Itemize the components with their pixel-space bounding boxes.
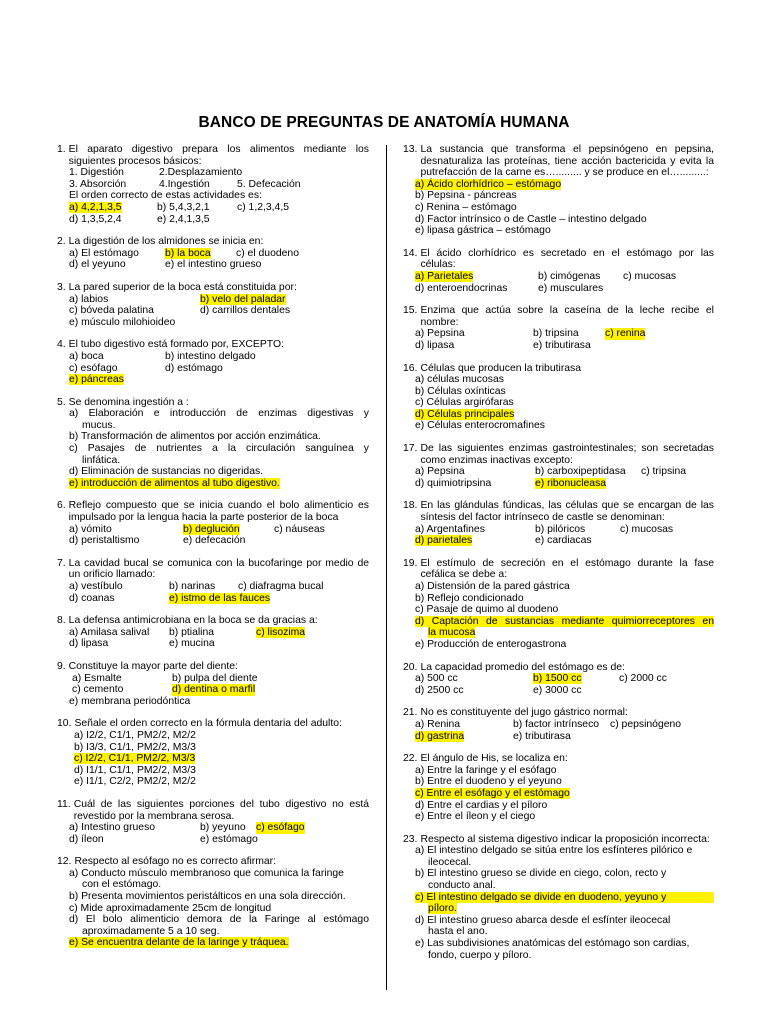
question-number: 4. (57, 339, 66, 351)
option-d: d) I1/1, C1/1, PM2/2, M3/3 (74, 764, 196, 776)
option-d: d) carrillos dentales (200, 305, 291, 317)
option-b: b) tripsina (533, 328, 579, 340)
question-number: 14. (403, 247, 418, 259)
question-text: El ácido clorhídrico es secretado en el estómago por las células: (420, 247, 714, 271)
question-number: 6. (57, 500, 66, 512)
option-c: c) mucosas (623, 270, 677, 282)
option-a: a) 500 cc (415, 673, 458, 685)
option-e: e) membrana periodóntica (69, 695, 191, 707)
option-e: e) tributirasa (513, 730, 571, 742)
option-e: e) mucina (169, 638, 215, 650)
option-d: d) peristaltismo (69, 535, 140, 547)
question-text: Reflejo compuesto que se inicia cuando el bolo alimenticio es impulsado por la lengua hacia la parte posterior de la boca (68, 500, 369, 524)
option-d-cont: aproximadamente 5 a 10 seg. (82, 925, 220, 937)
option-a: a) vestíbulo (69, 581, 123, 592)
question-number: 10. (57, 718, 72, 730)
question-text: Cuál de las siguientes porciones del tubo digestivo no está revestido por la membrana serosa. (73, 798, 369, 822)
question-number: 17. (403, 443, 418, 455)
question-18 (403, 500, 714, 546)
question-number: 18. (403, 500, 418, 512)
option-b: b) carboxipeptidasa (535, 466, 626, 478)
option-d: d) El intestino grueso abarca desde el esfínter ileocecal (415, 914, 671, 926)
question-number: 9. (57, 660, 66, 672)
question-6 (57, 500, 369, 546)
question-9 (57, 661, 369, 707)
option-a: a) Pepsina (415, 328, 465, 340)
option-b: b) Reflejo condicionado (415, 592, 524, 604)
option-d: d) 2500 cc (415, 684, 464, 696)
question-text: El aparato digestivo prepara los alimentos mediante los siguientes procesos básicos: (68, 144, 369, 167)
option-c-answer: c) renina (605, 328, 646, 340)
option-a: a) Distensión de la pared gástrica (415, 581, 570, 592)
option-a: a) vómito (69, 523, 112, 535)
question-text: Respecto al sistema digestivo indicar la proposición incorrecta: (420, 833, 710, 845)
question-text: En las glándulas fúndicas, las células que se encargan de las síntesis del factor intrínseco de castle se denominan: (420, 500, 714, 524)
question-13 (403, 144, 714, 237)
option-d: d) íleon (69, 833, 104, 845)
question-number: 23. (403, 833, 418, 845)
option-b: b) narinas (169, 581, 216, 592)
option-e: e) 2,4,1,3,5 (157, 213, 210, 225)
option-c: c) bóveda palatina (69, 305, 154, 317)
option-e: e) Entre el íleon y el ciego (415, 811, 536, 823)
option-d-answer-cont: la mucosa (428, 627, 476, 639)
question-3 (57, 282, 369, 328)
option-e: e) musculares (538, 282, 604, 294)
option-c-answer: c) Entre el esófago y el estómago (415, 787, 570, 799)
option-c: c) esófago (69, 362, 118, 374)
option-c: c) tripsina (641, 466, 687, 478)
option-c: c) diafragma bucal (238, 581, 324, 592)
question-number: 5. (57, 396, 66, 408)
option-a: a) El estómago (69, 247, 139, 259)
option-b: b) pilóricos (535, 523, 586, 535)
option-e: e) tributirasa (533, 339, 591, 351)
question-text: El tubo digestivo está formado por, EXCEPTO: (68, 339, 284, 351)
option-b: b) ptialina (169, 626, 215, 638)
question-text: Células que producen la tributirasa (420, 362, 582, 374)
option-e: e) Producción de enterogastrona (415, 638, 567, 650)
option-e: e) músculo milohioideo (69, 316, 176, 328)
option-b-answer: b) 1500 cc (533, 673, 582, 685)
question-text: La defensa antimicrobiana en la boca se da gracias a: (68, 615, 318, 627)
question-14 (403, 248, 714, 294)
option-c-answer-cont: píloro. (428, 903, 457, 915)
option-c: c) mucosas (620, 523, 674, 535)
option-e-answer: e) istmo de las fauces (169, 592, 271, 604)
question-16 (403, 363, 714, 433)
question-19 (403, 558, 714, 651)
option-e-answer: e) Se encuentra delante de la laringe y tráquea. (69, 937, 289, 949)
option-d-answer: d) dentina o marfil (172, 684, 256, 696)
question-number: 13. (403, 144, 418, 155)
option-a-answer: a) Ácido clorhídrico – estómago (415, 178, 562, 190)
list-item: 2.Desplazamiento (159, 167, 243, 179)
question-text: Constituye la mayor parte del diente: (68, 660, 238, 672)
option-e: e) 3000 cc (533, 684, 582, 696)
option-d: d) estómago (165, 362, 223, 374)
option-b: b) 5,4,3,2,1 (157, 201, 210, 213)
option-a: a) Amilasa salival (69, 626, 150, 638)
option-e: e) estómago (200, 833, 258, 845)
option-a: a) Esmalte (72, 672, 122, 684)
option-c: c) 2000 cc (619, 673, 667, 685)
question-number: 19. (403, 557, 418, 569)
option-c-cont: linfática. (82, 454, 121, 466)
option-a: a) Pepsina (415, 466, 465, 478)
option-c-answer: c) I2/2, C1/1, PM2/2, M3/3 (74, 753, 196, 765)
option-e-answer: e) ribonucleasa (535, 477, 607, 489)
question-text: La pared superior de la boca está constituida por: (68, 281, 297, 293)
question-number: 7. (57, 557, 66, 569)
option-b-answer: b) la boca (165, 247, 211, 259)
question-7 (57, 558, 369, 604)
option-b: b) Pepsina - páncreas (415, 190, 517, 202)
question-subtext: El orden correcto de estas actividades es: (69, 190, 262, 202)
option-b-cont: conducto anal. (428, 880, 496, 892)
option-c: c) Pasaje de quimo al duodeno (415, 604, 559, 616)
question-number: 21. (403, 707, 418, 719)
option-d: d) lipasa (415, 339, 455, 351)
question-text: De las siguientes enzimas gastrointestinales; son secretadas como enzimas inactivas excepto: (420, 443, 714, 466)
option-a: a) Conducto músculo membranoso que comunica la faringe (69, 867, 344, 879)
question-text: La cavidad bucal se comunica con la bucofaringe por medio de un orificio llamado: (68, 557, 369, 581)
question-text: El estímulo de secreción en el estómago durante la fase cefálica se debe a: (420, 557, 714, 581)
option-d: d) El bolo alimenticio demora de la Faringe al estómago (69, 914, 369, 926)
question-15 (403, 305, 714, 351)
question-number: 1. (57, 144, 66, 155)
question-2 (57, 236, 369, 271)
question-8 (57, 615, 369, 650)
option-d-answer: d) parietales (415, 535, 473, 547)
option-c-answer: c) lisozima (256, 626, 306, 638)
question-23 (403, 834, 714, 962)
option-a: a) células mucosas (415, 374, 504, 386)
question-number: 11. (57, 798, 71, 810)
option-c-answer: c) esófago (256, 822, 305, 834)
option-d-cont: hasta el ano. (428, 926, 488, 938)
option-a-cont: con el estómago. (82, 879, 162, 891)
question-number: 22. (403, 753, 418, 765)
question-12 (57, 856, 369, 949)
question-text: Se denomina ingestión a : (68, 396, 189, 408)
question-17 (403, 443, 714, 489)
question-10 (57, 718, 369, 788)
question-11 (57, 799, 369, 845)
option-c: c) Células argirófaras (415, 397, 514, 409)
question-1 (57, 144, 369, 225)
question-21 (403, 707, 714, 742)
option-d: d) 1,3,5,2,4 (69, 213, 122, 225)
option-a: a) Renina (415, 718, 461, 730)
option-d: d) Entre el cardias y el píloro (415, 799, 548, 811)
list-item: 4.Ingestión (159, 178, 210, 190)
question-4 (57, 339, 369, 385)
option-c: c) náuseas (274, 523, 325, 535)
question-number: 3. (57, 281, 66, 293)
option-a: a) Entre la faringe y el esófago (415, 764, 557, 776)
option-b-answer: b) velo del paladar (200, 293, 286, 305)
list-item: 3. Absorción (69, 178, 127, 190)
option-d: d) enteroendocrinas (415, 282, 508, 294)
option-e: e) Las subdivisiones anatómicas del estómago son cardias, (415, 938, 690, 950)
left-column (57, 144, 369, 960)
column-divider (386, 145, 387, 990)
question-number: 2. (57, 236, 66, 248)
question-text: La sustancia que transforma el pepsinógeno en pepsina, desnaturaliza las proteínas, tiene acción bactericida y evita la putrefacción de la carne es…......... y se produce en el….........: (420, 144, 714, 179)
option-a: a) boca (69, 350, 104, 362)
question-number: 8. (57, 615, 66, 627)
option-b: b) I3/3, C1/1, PM2/2, M3/3 (74, 741, 196, 753)
option-a-answer: a) 4,2,1,3,5 (69, 201, 122, 213)
option-b: b) yeyuno (200, 822, 246, 834)
option-d-answer: d) Células principales (415, 408, 515, 420)
option-e: e) I1/1, C2/2, PM2/2, M2/2 (74, 776, 196, 788)
question-text: Enzima que actúa sobre la caseína de la leche recibe el nombre: (420, 305, 714, 328)
question-text: El ángulo de His, se localiza en: (420, 753, 568, 765)
option-c-answer: c) El intestino delgado se divide en duodeno, yeyuno y (415, 892, 714, 904)
question-text: Respecto al esófago no es correcto afirmar: (74, 856, 277, 868)
question-text: La digestión de los almidones se inicia en: (68, 236, 264, 248)
option-b: b) pulpa del diente (172, 672, 258, 684)
question-20 (403, 662, 714, 697)
option-a-cont: ileocecal. (428, 856, 472, 868)
option-e: e) defecación (183, 535, 246, 547)
option-d: d) Factor intrínsico o de Castle – intestino delgado (415, 213, 647, 225)
option-b: b) El intestino grueso se divide en ciego, colon, recto y (415, 868, 667, 880)
option-c: c) el duodeno (236, 247, 299, 259)
option-c: c) 1,2,3,4,5 (237, 201, 289, 213)
page-title: BANCO DE PREGUNTAS DE ANATOMÍA HUMANA (198, 114, 570, 131)
option-e: e) cardiacas (535, 535, 592, 547)
question-text: No es constituyente del jugo gástrico normal: (420, 707, 628, 719)
option-e: e) Células enterocromafines (415, 420, 545, 432)
list-item: 5. Defecación (237, 178, 301, 190)
option-d: d) coanas (69, 592, 115, 604)
option-c: c) Mide aproximadamente 25cm de longitud (69, 902, 272, 914)
option-b: b) factor intrínseco (513, 718, 600, 730)
question-5 (57, 397, 369, 490)
question-22 (403, 753, 714, 823)
option-c: c) pepsinógeno (610, 718, 682, 730)
option-d-answer: d) gastrina (415, 730, 465, 742)
option-e-answer: e) introducción de alimentos al tubo digestivo. (69, 477, 280, 489)
option-d-answer: d) Captación de sustancias mediante quimiorreceptores en (415, 615, 714, 627)
option-e-answer: e) páncreas (69, 374, 124, 386)
option-c: c) Pasajes de nutrientes a la circulación sanguínea y (69, 443, 369, 455)
option-d: d) quimiotripsina (415, 477, 492, 489)
option-e: e) lipasa gástrica – estómago (415, 225, 551, 237)
option-a: a) Elaboración e introducción de enzimas digestivas y (69, 408, 369, 420)
option-b: b) intestino delgado (165, 350, 256, 362)
question-text: La capacidad promedio del estómago es de: (420, 661, 625, 673)
question-number: 20. (403, 661, 418, 673)
option-a: a) Argentafines (415, 523, 485, 535)
option-d: d) el yeyuno (69, 259, 126, 271)
option-e-cont: fondo, cuerpo y píloro. (428, 949, 532, 961)
option-b: b) Células oxínticas (415, 385, 506, 397)
list-item: 1. Digestión (69, 167, 124, 179)
question-number: 12. (57, 856, 72, 868)
question-text: Señale el orden correcto en la fórmula dentaria del adulto: (74, 718, 342, 730)
option-a: a) El intestino delgado se sitúa entre los esfínteres pilórico e (415, 845, 693, 857)
option-a: a) I2/2, C1/1, PM2/2, M2/2 (74, 729, 196, 741)
option-a-answer: a) Parietales (415, 270, 474, 282)
option-c: c) cemento (72, 684, 124, 696)
question-number: 16. (403, 362, 418, 374)
option-b: b) Entre el duodeno y el yeyuno (415, 776, 562, 788)
option-a: a) Intestino grueso (69, 822, 156, 834)
option-a: a) labios (69, 293, 109, 305)
option-b: b) cimógenas (538, 270, 601, 282)
option-b: b) Presenta movimientos peristálticos en una sola dirección. (69, 891, 346, 903)
right-column (403, 144, 714, 972)
option-a-cont: mucus. (82, 419, 116, 431)
option-b-answer: b) deglución (183, 523, 240, 535)
option-d: d) Eliminación de sustancias no digeridas. (69, 466, 264, 478)
option-c: c) Renina – estómago (415, 201, 517, 213)
question-number: 15. (403, 305, 418, 317)
option-e: e) el intestino grueso (165, 259, 262, 271)
option-b: b) Transformación de alimentos por acción enzimática. (69, 431, 321, 443)
option-d: d) lipasa (69, 638, 109, 650)
